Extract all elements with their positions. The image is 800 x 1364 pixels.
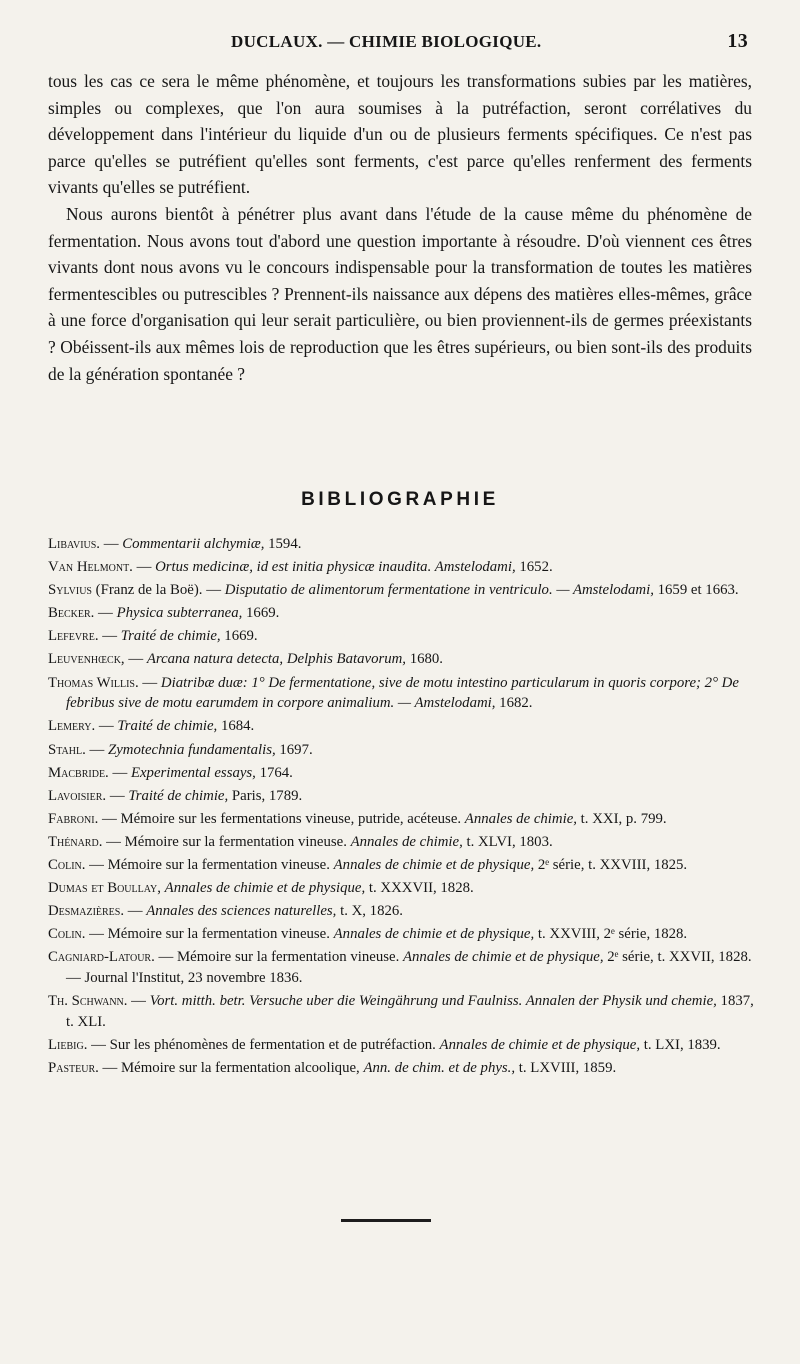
entry-rest: 1764. [255,764,293,781]
entry-sep: — [106,787,129,804]
entry-rest: t. XXXVII, 1828. [365,880,474,897]
entry-work: Annales de chimie et de physique, [333,926,535,943]
entry-sep: — [124,651,147,668]
bibliography-entry [48,786,756,807]
entry-work: Annales de chimie, [350,833,463,850]
bibliography-entry [48,1035,756,1056]
paragraph: tous les cas ce sera le même phénomène, et toujours les transformations subies par les matières, simples ou complexes, que l'on aura soumises à la putréfaction, seront corrélatives du développement dans l'intérieur du liquide d'un ou de plusieurs ferments spécifiques. Ce n'est pas parce qu'elles se putréfient qu'elles sont ferments, c'est parce qu'elles renferment des ferments vivants qu'elles se putréfient. [48,71,752,198]
entry-rest: t. X, 1826. [336,903,403,920]
running-header [48,30,748,54]
entry-rest: 1682. [495,695,533,712]
page-number: 13 [727,30,748,52]
entry-work: Experimental essays, [130,764,256,781]
bibliography-heading: BIBLIOGRAPHIE [301,489,499,510]
bibliography-entry [48,673,756,715]
entry-author: Stahl. [48,741,86,758]
entry-author: Thénard. [48,833,103,850]
entry-author: Sylvius [48,582,92,599]
entry-rest: 1659 et 1663. [653,582,739,599]
bibliography-entry [48,1058,756,1079]
section-rule [341,1219,431,1222]
entry-sep: — Mémoire sur la fermentation vineuse. [85,926,334,943]
entry-author: Colin. [48,926,86,943]
bibliography-entry [48,740,756,761]
entry-sep: — Mémoire sur la fermentation vineuse. [85,857,334,874]
entry-work: Ortus medicinæ, id est initia physicæ inaudita. Amstelodami, [155,559,516,576]
entry-work: Vort. mitth. betr. Versuche uber die Weingährung und Faulniss. Annalen der Physik und chemie, [149,993,717,1010]
bibliography-entry [48,878,756,899]
entry-sep: — Mémoire sur la fermentation vineuse. [102,833,351,850]
entry-work: Annales de chimie et de physique, [164,880,366,897]
entry-author: Macbride. [48,764,109,781]
entry-rest: t. LXI, 1839. [640,1037,721,1054]
entry-rest: t. XLVI, 1803. [462,833,553,850]
bibliography-entry [48,534,756,555]
entry-author: Dumas et Boullay, [48,880,161,897]
body-text [48,68,752,387]
entry-sep: — [100,536,123,552]
entry-author: Desmazières. [48,903,125,920]
entry-rest: Paris, 1789. [228,787,303,804]
entry-sep: — [95,718,118,735]
bibliography-entry [48,947,756,989]
entry-rest: t. XXI, p. 799. [576,810,667,827]
entry-work: Diatribæ duæ: 1° De fermentatione, sive de motu intestino particularum in quoris corpore; 2° De febribus sive de motu earumdem in corpore animalium. — Amstelodami, [66,674,739,712]
entry-sep: — [138,674,161,691]
entry-sep: — [108,764,131,781]
entry-work: Disputatio de alimentorum fermentatione in ventriculo. — Amstelodami, [224,582,654,599]
entry-sep: — Mémoire sur la fermentation vineuse. [154,949,403,966]
entry-rest: 2ᵉ série, t. XXVII, 1828. — Journal l'Institut, 23 novembre 1836. [66,949,752,987]
entry-work: Annales de chimie et de physique, [333,857,535,874]
entry-rest: 1837, t. XLI. [66,993,754,1031]
entry-author: Lefevre. [48,628,99,645]
entry-sep: — [98,628,121,645]
entry-work: Traité de chimie, [117,718,218,735]
entry-work: Physica subterranea, [116,605,243,622]
bibliography-entry [48,557,756,578]
entry-work: Traité de chimie, [120,628,221,645]
bibliography-entry [48,901,756,922]
entry-work: Annales de chimie, [464,810,577,827]
entry-author: Liebig. [48,1037,88,1054]
entry-rest: 2ᵉ série, t. XXVIII, 1825. [534,857,688,874]
entry-author: Thomas Willis. [48,674,139,691]
entry-author: Th. Schwann. [48,993,128,1010]
entry-work: Annales des sciences naturelles, [146,903,337,920]
entry-author: Libavius. [48,536,101,552]
paragraph: Nous aurons bientôt à pénétrer plus avant dans l'étude de la cause même du phénomène de fermentation. Nous avons tout d'abord une question importante à résoudre. D'où viennent ces êtres vivants dont nous avons vu le concours indispensable pour la transformation de toutes les matières fermentescibles ou putrescibles ? Prennent-ils naissance aux dépens des matières elles-mêmes, grâce à une force d'organisation qui leur serait particulière, ou bien proviennent-ils de germes préexistants ? Obéissent-ils aux mêmes lois de reproduction que les êtres supérieurs, ou bien sont-ils des produits de la génération spontanée ? [48,203,752,384]
entry-rest: 1669. [220,628,258,645]
entry-sep: — Mémoire sur les fermentations vineuse, putride, acéteuse. [98,810,465,827]
entry-author: Van Helmont. [48,559,133,576]
bibliography-entry [48,832,756,853]
running-title: DUCLAUX. — CHIMIE BIOLOGIQUE. [231,32,542,51]
entry-sep: — [85,741,108,758]
entry-rest: 1669. [242,605,280,622]
bibliography-entry [48,991,756,1033]
entry-work: Arcana natura detecta, Delphis Batavorum, [146,651,407,668]
entry-author: Colin. [48,857,86,874]
entry-work: Ann. de chim. et de phys., [363,1060,516,1077]
entry-rest: 1697. [275,741,313,758]
entry-sep: (Franz de la Boë). — [91,582,225,599]
entry-rest: 1680. [406,651,444,668]
entry-author: Pasteur. [48,1060,99,1077]
entry-work: Annales de chimie et de physique, [439,1037,641,1054]
bibliography-entry [48,855,756,876]
entry-sep: — [127,993,150,1010]
entry-author: Lavoisier. [48,787,107,804]
bibliography-entry [48,809,756,830]
entry-sep: — Mémoire sur la fermentation alcoolique, [98,1060,364,1077]
entry-author: Fabroni. [48,810,99,827]
bibliography-entry [48,763,756,784]
entry-sep: — Sur les phénomènes de fermentation et de putréfaction. [87,1037,440,1054]
entry-work: Commentarii alchymiæ, [122,536,265,552]
entry-work: Zymotechnia fundamentalis, [108,741,276,758]
entry-sep: — [94,605,117,622]
entry-rest: 1684. [217,718,255,735]
entry-author: Becker. [48,605,95,622]
entry-rest: t. XXVIII, 2ᵉ série, 1828. [534,926,688,943]
entry-rest: t. LXVIII, 1859. [515,1060,617,1077]
entry-author: Leuvenhœck, [48,651,125,668]
bibliography-list [48,534,756,1081]
bibliography-entry [48,626,756,647]
entry-work: Annales de chimie et de physique, [403,949,604,966]
bibliography-entry [48,924,756,945]
bibliography-entry [48,716,756,737]
entry-sep: — [132,559,156,576]
bibliography-entry [48,649,756,670]
entry-sep: — [124,903,147,920]
entry-author: Cagniard-Latour. [48,949,155,966]
bibliography-entry [48,603,756,624]
entry-author: Lemery. [48,718,96,735]
entry-work: Traité de chimie, [128,787,229,804]
entry-rest: 1652. [515,559,553,576]
entry-rest: 1594. [264,536,302,552]
bibliography-entry [48,580,756,601]
